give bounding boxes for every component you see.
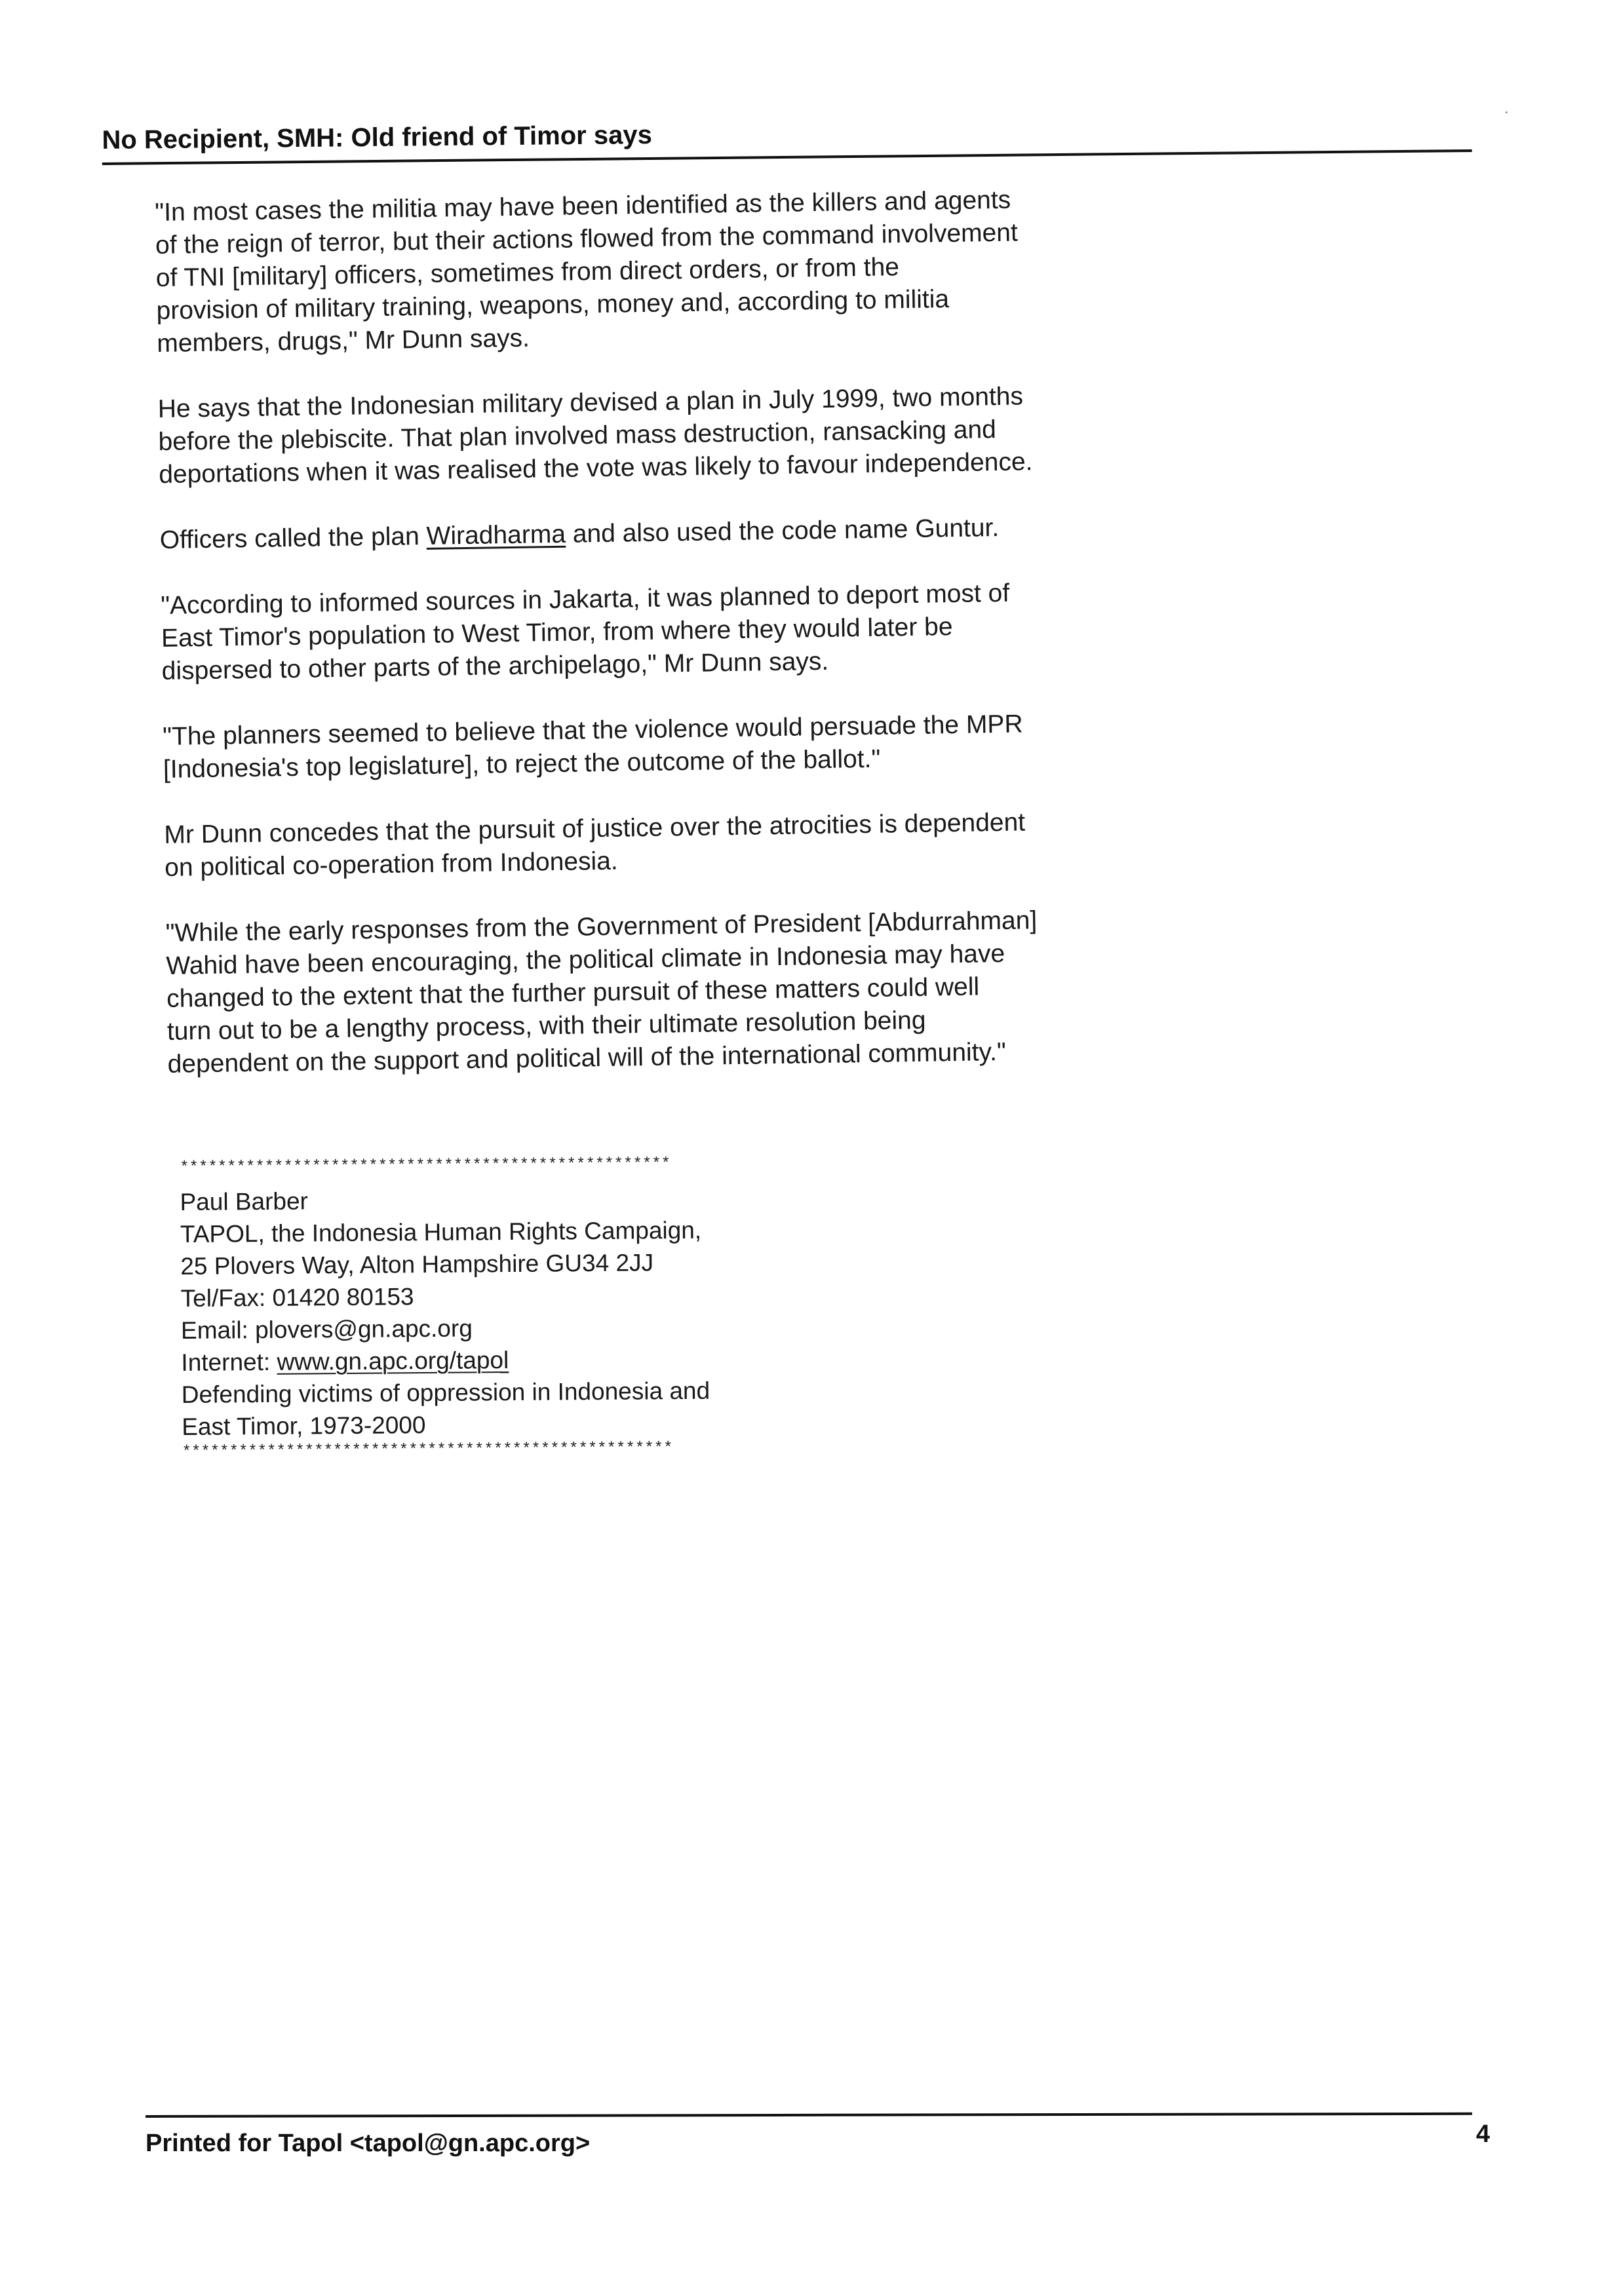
- signature-internet: [181, 1341, 836, 1379]
- paragraph: [155, 182, 1180, 360]
- underlined-plan-name: Wiradharma: [426, 520, 566, 550]
- text-line: before the plebiscite. That plan involved mass destruction, ransacking and: [158, 415, 997, 456]
- page-header: [102, 104, 1472, 176]
- text-line: provision of military training, weapons, money and, according to militia: [156, 285, 950, 325]
- text-segment: Officers called the plan: [159, 522, 427, 554]
- signature-org: TAPOL, the Indonesia Human Rights Campaign,: [180, 1216, 702, 1248]
- internet-label: Internet:: [181, 1348, 277, 1376]
- text-line: Wahid have been encouraging, the political climate in Indonesia may have: [166, 939, 1005, 980]
- text-line: members, drugs," Mr Dunn says.: [157, 324, 530, 358]
- text-line: East Timor's population to West Timor, from where they would later be: [161, 613, 953, 653]
- text-line: dependent on the support and political will of the international community.": [167, 1037, 1007, 1079]
- text-line: on political co-operation from Indonesia.: [164, 847, 619, 882]
- signature-separator-top: ****************************************************: [180, 1155, 671, 1177]
- text-segment: and also used the code name Guntur.: [565, 513, 1000, 548]
- signature-name: Paul Barber: [180, 1187, 309, 1215]
- page-number: 4: [1476, 2120, 1490, 2148]
- signature-address: 25 Plovers Way, Alton Hampshire GU34 2JJ: [180, 1249, 654, 1280]
- paragraph: [164, 804, 1187, 885]
- text-line: of TNI [military] officers, sometimes from direct orders, or from the: [155, 253, 900, 292]
- website-link[interactable]: www.gn.apc.org/tapol: [277, 1347, 509, 1375]
- signature-block: [180, 1153, 838, 1463]
- footer-rule: [146, 2113, 1472, 2118]
- signature-tagline: Defending victims of oppression in Indonesia and: [181, 1377, 710, 1408]
- paragraph: [159, 509, 1182, 557]
- signature-separator-bottom: ****************************************************: [182, 1440, 673, 1461]
- header-title: No Recipient, SMH: Old friend of Timor says: [102, 120, 653, 155]
- text-line: [159, 509, 1182, 557]
- signature-tagline: East Timor, 1973-2000: [182, 1411, 426, 1440]
- signature-tel: Tel/Fax: 01420 80153: [180, 1283, 414, 1312]
- text-line: deportations when it was realised the vote was likely to favour independence.: [158, 448, 1033, 489]
- signature-email: Email: plovers@gn.apc.org: [180, 1314, 473, 1344]
- paragraph: [157, 378, 1181, 491]
- paragraph: [161, 575, 1184, 688]
- footer-printed-for: Printed for Tapol <tapol@gn.apc.org>: [146, 2130, 591, 2157]
- text-line: "While the early responses from the Government of President [Abdurrahman]: [165, 906, 1038, 947]
- text-line: changed to the extent that the further pursuit of these matters could well: [166, 972, 980, 1013]
- text-line: [Indonesia's top legislature], to reject the outcome of the ballot.": [163, 744, 881, 784]
- text-line: Mr Dunn concedes that the pursuit of justice over the atrocities is dependent: [164, 808, 1026, 849]
- paragraph: [165, 902, 1190, 1081]
- text-line: "In most cases the militia may have been identified as the killers and agents: [155, 185, 1011, 227]
- text-line: dispersed to other parts of the archipelago," Mr Dunn says.: [161, 647, 829, 685]
- text-line: turn out to be a lengthy process, with their ultimate resolution being: [166, 1006, 926, 1046]
- text-line: "The planners seemed to believe that the violence would persuade the MPR: [162, 710, 1023, 751]
- text-line: He says that the Indonesian military devised a plan in July 1999, two months: [157, 382, 1024, 423]
- text-line: "According to informed sources in Jakarta, it was planned to deport most of: [160, 579, 1010, 620]
- text-line: of the reign of terror, but their actions flowed from the command involvement: [155, 218, 1019, 259]
- paragraph: [163, 706, 1186, 786]
- article-body: [155, 182, 1191, 1114]
- scan-speck: [1506, 111, 1508, 113]
